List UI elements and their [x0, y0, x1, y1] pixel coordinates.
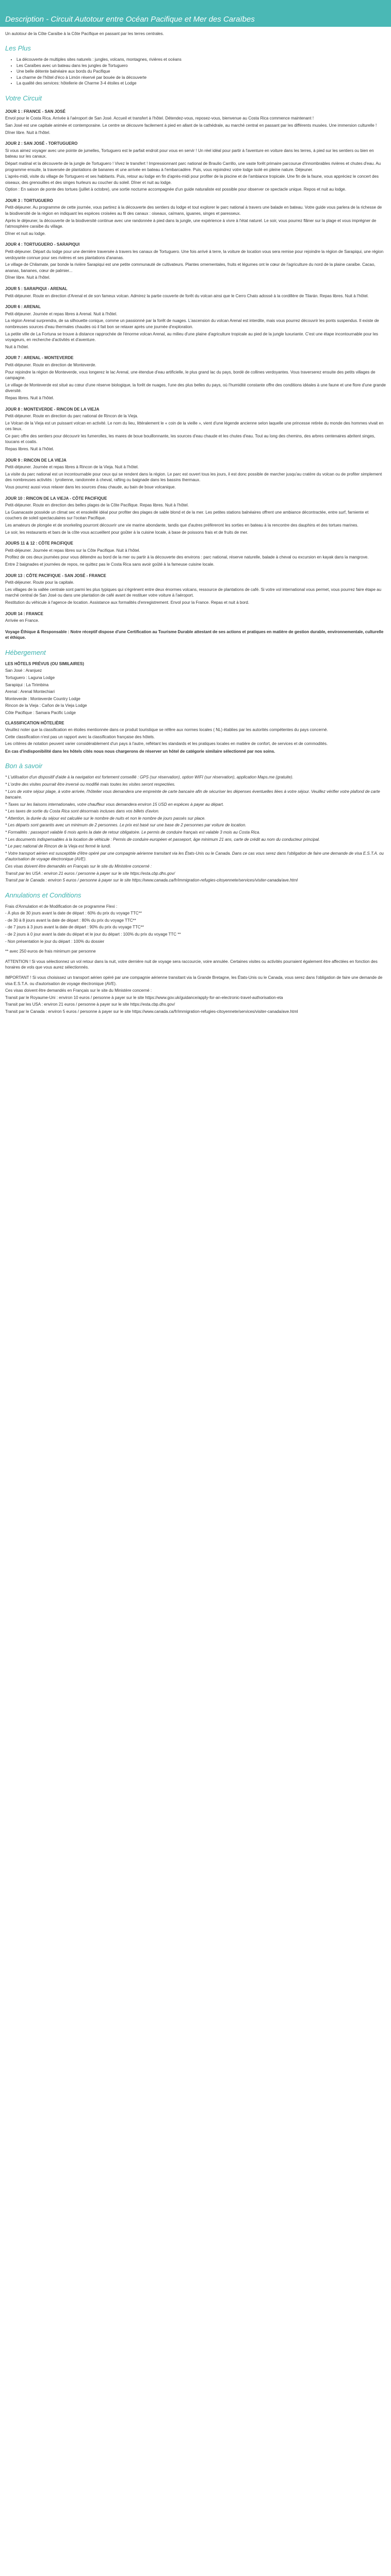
circuit-title: Votre Circuit	[5, 94, 42, 102]
day-title: JOUR 4 : TORTUGUERO - SARAPIQUI	[5, 242, 80, 247]
cancellation-line: ** avec 250 euros de frais minimum par personne	[5, 949, 96, 954]
day-block	[5, 611, 386, 624]
good-to-know-paragraph: * L'ordre des visites pourrait être inversé ou modifié mais toutes les visites seront respectées.	[5, 782, 176, 787]
day-paragraph: Vous pourrez aussi vous relaxer dans les sources d'eau chaude, au bain de boue volcanique.	[5, 485, 176, 490]
hotel-line: Tortuguero : Laguna Lodge	[5, 675, 55, 680]
day-paragraph: Entre 2 baignades et journées de repos, ne quittez pas le Costa Rica sans avoir goûté à la fameuse cuisine locale.	[5, 562, 215, 567]
good-to-know-paragraph: * Attention, la durée du séjour est calculée sur le nombre de nuits et non le nombre de jours passés sur place.	[5, 816, 206, 821]
plus-list	[5, 57, 386, 87]
day-paragraph: Le village de Chilamate, par bonde la rivière Sarapiqui est une petite communauté de cultivateurs. Plantes ornementales, fruits et légumes ont le cœur de l'agriculture du nord de la plaine caraïbe. Cacao, ananas, bananes, cœur de palmier...	[5, 262, 376, 273]
good-to-know-paragraph: * Les documents indispensables à la location de véhicule : Permis de conduire européen et passeport, âge minimum 21 ans, carte de crédit au nom du conducteur principal.	[5, 837, 320, 842]
cancellation-line: - de 2 jours à 0 jour avant la date du départ et le jour du départ : 100% du prix du voyage TTC **	[5, 932, 181, 937]
cancellation-section	[5, 891, 386, 1015]
day-paragraph: Dîner libre. Nuit à l'hôtel.	[5, 275, 51, 280]
cancellation-line: ATTENTION ! Si vous sélectionnez un vol retour dans la nuit, votre dernière nuit de voyage sera raccourcie, voire annulée. Certaines visites ou activités pourraient également être affectées en fonction des horaires de vols que vous aurez sélectionnés.	[5, 959, 378, 970]
plus-item: • Une belle détente balnéaire aux bords du Pacifique	[17, 69, 386, 75]
good-to-know-paragraph: * Les taxes de sortie du Costa Rica sont désormais incluses dans vos billets d'avion.	[5, 809, 160, 814]
good-to-know-paragraph: * Lors de votre séjour plage, à votre arrivée, l'hôtelier vous demandera une empreinte de carte bancaire afin de sécuriser les dépenses éventuelles liées à votre séjour. Veuillez vérifier votre plafond de carte bancaire.	[5, 789, 380, 800]
circuit-section	[5, 94, 386, 641]
classification-paragraph: Cette classification n'est pas un rapport avec la classification française des hôtels.	[5, 734, 155, 739]
hotels-subtitle: LES HÔTELS PRÉVUS (OU SIMILAIRES)	[5, 661, 84, 666]
day-title: JOUR 7 : ARENAL - MONTEVERDE	[5, 355, 74, 361]
day-paragraph: Petit-déjeuner. Route en direction du parc national de Rincon de la Vieja.	[5, 414, 138, 419]
day-paragraph: Petit-déjeuner. Journée et repas libres sur la Côte Pacifique. Nuit à l'hôtel.	[5, 548, 140, 553]
day-paragraph: Ce parc offre des sentiers pour découvrir les fumerolles, les mares de boue bouillonnante, les sources d'eau chaude et les chutes d'eau. Tout au long des chemins, des arbres centenaires abritent singes, toucans et coatis.	[5, 433, 376, 445]
day-title: JOUR 9 : RINCON DE LA VIEJA	[5, 457, 67, 463]
day-paragraph: L'après-midi, visite du village de Tortuguero et ses habitants. Puis, retour au lodge en fin d'après-midi pour profiter de la piscine et de l'ambiance tropicale. Une fin de la faune, vous appréciez le concert des oiseaux, des grenouilles et des singes hurleurs au coucher du soleil. Dîner et nuit au lodge.	[5, 174, 379, 185]
good-to-know-paragraph: Transit par les USA : environ 21 euros / personne à payer sur le site https://esta.cbp.dhs.gov/	[5, 871, 175, 876]
day-paragraph: Départ matinal et la découverte de la jungle de Tortuguero ! Vivez le transfert ! Impressionnant parc national de Braulio Carrillo, une vaste forêt primaire parcourue d'innombrables rivières et chutes d'eau. Au programme ensuite, la traversée de plantations de bananes et une arrivée en bateau à l'embarcadère. Puis, vous rejoindrez votre lodge isolé en pleine nature. Déjeuner.	[5, 161, 381, 172]
cancellation-line: Frais d'Annulation et de Modification de ce programme Flexi :	[5, 904, 118, 909]
hotel-line: Côte Pacifique : Samara Pacific Lodge	[5, 710, 76, 715]
plus-title: Les Plus	[5, 44, 31, 53]
cancellation-line: - À plus de 30 jours avant la date de départ : 60% du prix du voyage TTC**	[5, 911, 142, 916]
cancellation-text	[5, 904, 386, 1015]
good-to-know-paragraph: * L'utilisation d'un dispositif d'aide à la navigation est fortement conseillé : GPS (sur réservation), option WIFI (sur réservation), application Maps.me (gratuite).	[5, 775, 294, 780]
day-title: JOUR 5 : SARAPIQUI - ARENAL	[5, 286, 68, 291]
day-block	[5, 496, 386, 536]
good-to-know-section	[5, 761, 386, 883]
day-block	[5, 304, 386, 350]
day-paragraph: Repas libres. Nuit à l'hôtel.	[5, 395, 54, 400]
day-paragraph: La région Arenal surprendra, de sa silhouette conique, comme un passionné par la forêt de nuages. L'ascension du volcan Arenal est interdite, mais vous pourrez découvrir les ponts suspendus. Il existe de nombreuses sources d'eau thermales chaudes où il fait bon se relaxer après une journée d'exploration.	[5, 318, 379, 329]
day-title: JOUR 2 : SAN JOSÉ - TORTUGUERO	[5, 141, 78, 146]
day-block	[5, 109, 386, 135]
ethical-note: Voyage Éthique & Responsable : Notre réceptif dispose d'une Certification au Tourisme Durable attestant de ses actions et pratiques en matière de gestion durable, environnementale, culturelle et éthique.	[5, 629, 384, 640]
good-to-know-title: Bon à savoir	[5, 762, 43, 770]
day-paragraph: Le village de Monteverde est situé au cœur d'une réserve biologique, la forêt de nuages, l'une des plus belles du pays, où l'humidité constante offre des conditions idéales à une faune et une flore d'une grande diversité.	[5, 382, 386, 394]
good-to-know-text	[5, 774, 386, 884]
day-paragraph: Arrivée en France.	[5, 618, 39, 623]
day-block	[5, 286, 386, 299]
day-paragraph: Petit-déjeuner. Journée et repas libres à Arenal. Nuit à l'hôtel.	[5, 311, 118, 316]
good-to-know-paragraph: * Le parc national de Rincon de la Vieja est fermé le lundi.	[5, 844, 111, 849]
plus-item: • La qualité des services: hôtellerie de Charme 3-4 étoiles et Lodge	[17, 80, 386, 87]
cancellation-line: IMPORTANT ! Si vous choisissez un transport aérien opéré par une compagnie aérienne transitant via la Grande Bretagne, les États-Unis ou le Canada, vous serez dans l'obligation de faire une demande de visa E.S.T.A. ou d'autorisation de voyage électronique (AVE).	[5, 975, 383, 986]
day-paragraph: Le Volcan de la Vieja est un puissant volcan en activité. Le nom du lieu, littéralement le « coin de la vieille », vient d'une légende ancienne selon laquelle une princesse retirée du monde des hommes vivait en ces lieux.	[5, 420, 384, 432]
day-paragraph: La Guanacaste possède un climat sec et ensoleillé idéal pour profiter des plages de sable blond et de la mer. Les petites stations balnéaires offrent une ambiance décontractée, entre surf, farniente et couchers de soleil spectaculaires sur l'océan Pacifique.	[5, 510, 369, 521]
day-paragraph: Si vous aimez voyager avec une pointe de jumelles, Tortuguero est le parfait endroit pour vous en servir ! Un réel idéal pour partir à l'aventure en voiture dans les terres, à pied sur les sentiers ou bien en bateau sur les canaux.	[5, 148, 374, 159]
plus-section	[5, 44, 386, 87]
day-title: JOUR 8 : MONTEVERDE - RINCON DE LA VIEJA	[5, 406, 100, 412]
cancellation-line: - Non présentation le jour du départ : 100% du dossier	[5, 939, 105, 944]
day-block	[5, 355, 386, 401]
classification-paragraph: Les critères de notation peuvent varier considérablement d'un pays à l'autre, reflétant les standards et les pratiques locales en matière de confort, de services et de commodités.	[5, 741, 328, 747]
days-list	[5, 109, 386, 624]
day-paragraph: San José est une capitale animée et contemporaine. Le centre se découvre facilement à pied en allant de la cathédrale, au marché central en passant par les différents musées. Une immersion culturelle !	[5, 123, 377, 128]
good-to-know-paragraph: Transit par le Canada : environ 5 euros / personne à payer sur le site https://www.canada.ca/fr/immigration-refugies-citoyennete/services/visiter-canada/ave.html	[5, 878, 298, 883]
day-paragraph: Petit-déjeuner. Route en direction des belles plages de la Côte Pacifique. Repas libres. Nuit à l'hôtel.	[5, 503, 189, 508]
hotel-line: Monteverde : Monteverde Country Lodge	[5, 696, 80, 701]
day-block	[5, 573, 386, 606]
plus-item: • Les Caraïbes avec un bateau dans les jungles de Tortuguero	[17, 63, 386, 69]
day-block	[5, 457, 386, 490]
good-to-know-paragraph: * Les départs sont garantis avec un minimum de 2 personnes. Le prix est basé sur une base de 2 personnes par voiture de location.	[5, 823, 247, 828]
day-block	[5, 141, 386, 193]
day-block	[5, 198, 386, 237]
day-paragraph: Le soir, les restaurants et bars de la côte vous accueillent pour goûter à la cuisine locale, à base de poissons frais et de fruits de mer.	[5, 530, 248, 535]
classification-text	[5, 727, 386, 754]
day-paragraph: La petite ville de La Fortuna se trouve à distance rapprochée de l'énorme volcan Arenal, au milieu d'une plaine d'agriculture tropicale au pied de la jungle luxuriante. C'est une étape incontournable pour les voyageurs, en recherche d'activités et d'aventure.	[5, 331, 379, 343]
cancellation-line: Transit par le Canada : environ 5 euros / personne à payer sur le site https://www.canada.ca/fr/immigration-refugies-citoyennete/services/visiter-canada/ave.html	[5, 1009, 298, 1014]
day-title: JOUR 6 : ARENAL	[5, 304, 41, 310]
day-title: JOUR 14 : FRANCE	[5, 611, 43, 616]
day-paragraph: Option : En saison de ponte des tortues (juillet à octobre), une sortie nocturne accompagnée d'un guide naturaliste est possible pour observer ce spectacle unique. Repos et nuit au lodge.	[5, 187, 347, 192]
day-paragraph: Pour rejoindre la région de Monteverde, vous longerez le lac Arenal, une étendue d'eau artificielle, le plus grand lac du pays, bordé de collines verdoyantes. Vous traverserez ensuite des petits villages de campagne.	[5, 369, 376, 381]
day-block	[5, 406, 386, 452]
day-paragraph: Dîner et nuit au lodge.	[5, 231, 46, 236]
cancellation-line: - de 7 jours à 3 jours avant la date de départ : 90% du prix du voyage TTC**	[5, 925, 144, 930]
cancellation-line: Transit par le Royaume-Uni : environ 10 euros / personne à payer sur le site https://www.gov.uk/guidance/apply-for-an-electronic-travel-authorisation-eta	[5, 995, 283, 1000]
day-paragraph: Après le déjeuner, la découverte de la biodiversité continue avec une randonnée à pied dans la jungle, une expérience à vivre à l'état naturel. Le soir, vous pourrez flâner sur la plage et vous imprégner de l'atmosphère caraïbe du village.	[5, 218, 377, 229]
day-paragraph: La visite du parc national est un incontournable pour ceux qui se rendent dans la région. Le parc est ouvert tous les jours, il est donc possible de marcher jusqu'au cratère du volcan ou de profiter simplement des nombreuses activités : tyrolienne, randonnée à cheval, rafting ou baignade dans les bassins thermaux.	[5, 471, 382, 483]
hotel-line: San José : Aranjuez	[5, 668, 42, 673]
hotel-line: Sarapiqui : La Tirimbina	[5, 682, 49, 687]
day-paragraph: Les villages de la vallée centrale sont parmi les plus typiques qui s'égrènent entre deux énormes volcans, ressource de plantations de café. Si votre vol international vous permet, vous pourrez faire étape au marché central de San José ou dans une plantation de café avant de restituer votre voiture à l'aéroport.	[5, 587, 382, 598]
hotel-line: Arenal : Arenal Montechiari	[5, 689, 55, 694]
day-paragraph: Restitution du véhicule à l'agence de location. Assistance aux formalités d'enregistrement. Envol pour la France. Repas et nuit à bord.	[5, 600, 250, 605]
day-title: JOURS 11 & 12 : CÔTE PACIFIQUE	[5, 541, 73, 546]
classification-paragraph: En cas d'indisponibilité dans les hôtels cités nous nous chargerons de réserver un hôtel de catégorie similaire sélectionné par nos soins.	[5, 749, 275, 754]
good-to-know-paragraph: * Taxes sur les liaisons internationales, votre chauffeur vous demandera environ 15 USD en espèces à payer au départ.	[5, 802, 224, 807]
cancellation-line: Transit par les USA : environ 21 euros / personne à payer sur le site https://esta.cbp.dhs.gov/	[5, 1002, 175, 1007]
cancellation-line: Ces visas doivent être demandés en Français sur le site du Ministère concerné :	[5, 988, 152, 993]
day-paragraph: Petit-déjeuner. Route en direction d'Arenal et de son fameux volcan. Admirez la partie couverte de forêt du volcan ainsi que le Cerro Chato adossé à la cordillère de Tilarán. Repas libres. Nuit à l'hôtel.	[5, 293, 369, 298]
day-paragraph: Envol pour le Costa Rica. Arrivée à l'aéroport de San José. Accueil et transfert à l'hôtel. Détendez-vous, reposez-vous, bienvenue au Costa Rica commence maintenant !	[5, 116, 314, 121]
day-block	[5, 242, 386, 281]
day-paragraph: Petit-déjeuner. Départ du lodge pour une dernière traversée à travers les canaux de Tortuguero. Une fois arrivé à terre, la voiture de location vous sera remise pour rejoindre la région de Sarapiqui, une région verdoyante connue pour ses rivières et ses plantations d'ananas.	[5, 249, 384, 260]
day-paragraph: Petit-déjeuner. Au programme de cette journée, vous partirez à la découverte des sentiers du lodge et tout explorer le parc national à travers une balade en bateau. Votre guide vous parlera de la richesse de la biodiversité de la région en indiquant les espèces croisées au fil des canaux : oiseaux, caïmans, iguanes, singes et paresseux.	[5, 205, 382, 216]
day-title: JOUR 1 : FRANCE - SAN JOSÉ	[5, 109, 66, 114]
intro-text: Un autotour de la Côte Caraïbe à la Côte Pacifique en passant par les terres centrales.	[5, 31, 164, 36]
day-paragraph: Dîner libre. Nuit à l'hôtel.	[5, 130, 51, 135]
classification-title: CLASSIFICATION HÔTELIÈRE	[5, 720, 64, 725]
day-paragraph: Repas libres. Nuit à l'hôtel.	[5, 447, 54, 452]
day-title: JOUR 10 : RINCON DE LA VIEJA - CÔTE PACIFIQUE	[5, 496, 107, 501]
main-content	[0, 27, 391, 1021]
cancellation-title: Annulations et Conditions	[5, 891, 82, 899]
lodging-section	[5, 648, 386, 755]
day-paragraph: Les amateurs de plongée et de snorkeling pourront découvrir une vie marine abondante, tandis que d'autres préfèreront les sorties en bateau à la rencontre des dauphins et des tortues marines.	[5, 523, 359, 528]
good-to-know-paragraph: * Formalités : passeport valable 6 mois après la date de retour obligatoire. Le permis de conduire français est valable 3 mois au Costa Rica.	[5, 830, 260, 835]
classification-paragraph: Veuillez noter que la classification en étoiles mentionnée dans ce produit touristique se réfère aux normes locales ( NL) établies par les autorités compétentes du pays concerné.	[5, 727, 328, 733]
day-paragraph: Petit-déjeuner. Route en direction de Monteverde.	[5, 362, 96, 367]
day-paragraph: Nuit à l'hôtel.	[5, 344, 29, 349]
hotel-line: Rincon de la Vieja : Cañon de la Vieja Lodge	[5, 703, 87, 708]
lodging-title: Hébergement	[5, 648, 46, 656]
day-paragraph: Petit-déjeuner. Route pour la capitale.	[5, 580, 74, 585]
day-paragraph: Petit-déjeuner. Journée et repas libres à Rincon de la Vieja. Nuit à l'hôtel.	[5, 465, 139, 470]
page-title: Description - Circuit Autotour entre Océan Pacifique et Mer des Caraïbes	[5, 15, 255, 24]
day-block	[5, 540, 386, 567]
good-to-know-paragraph: * Votre transport aérien est susceptible d'être opéré par une compagnie aérienne transitant via les États-Unis ou le Canada. Dans ce cas vous serez dans l'obligation de faire une demande de visa E.S.T.A. ou d'autorisation de voyage électronique (AVE).	[5, 851, 384, 862]
plus-item: • La découverte de multiples sites naturels : jungles, volcans, montagnes, rivières et océans	[17, 57, 386, 63]
day-paragraph: Profitez de ces deux journées pour vous détendre au bord de la mer ou partir à la découverte des environs : parc national, réserve naturelle, balade à cheval ou excursion en kayak dans la mangrove.	[5, 555, 369, 560]
page-banner	[0, 0, 391, 27]
good-to-know-paragraph: Ces visas doivent être demandés en Français sur le site du Ministère concerné :	[5, 864, 152, 869]
hotels-list	[5, 668, 386, 716]
day-title: JOUR 13 : CÔTE PACIFIQUE - SAN JOSÉ - FRANCE	[5, 573, 106, 578]
cancellation-line: - de 30 à 8 jours avant la date de départ : 80% du prix du voyage TTC**	[5, 918, 136, 923]
plus-item: • La charme de l'hôtel d'éco à Limón réservé par bouée de la découverte	[17, 75, 386, 81]
day-title: JOUR 3 : TORTUGUERO	[5, 198, 53, 203]
